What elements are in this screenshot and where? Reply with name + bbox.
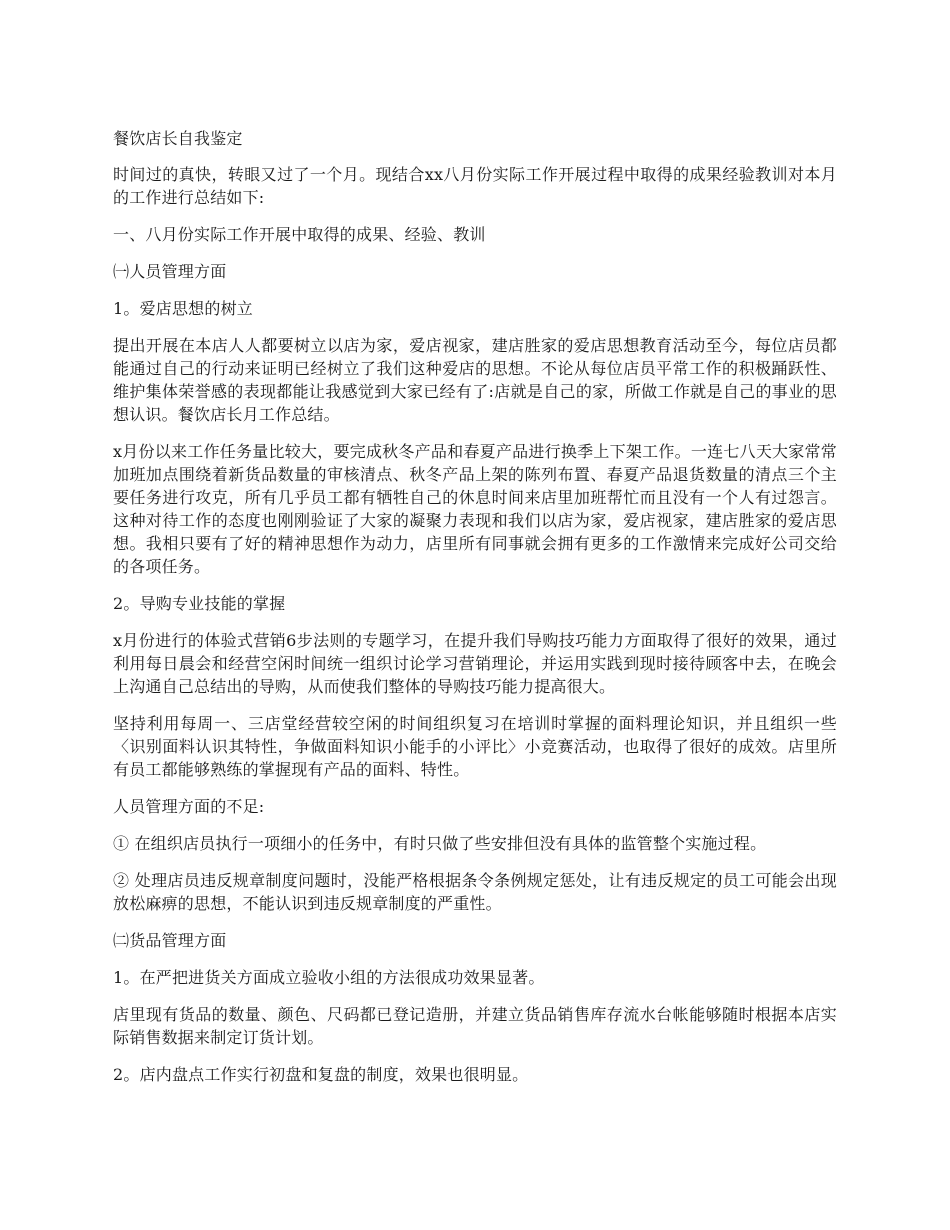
document-title: 餐饮店长自我鉴定 [113, 129, 243, 148]
item-heading: 2。导购专业技能的掌握 [113, 594, 286, 613]
subsection-heading: ㈠人员管理方面 [113, 262, 227, 281]
item-heading: 2。店内盘点工作实行初盘和复盘的制度，效果也很明显。 [113, 1065, 529, 1084]
body-paragraph: x月份以来工作任务量比较大，要完成秋冬产品和春夏产品进行换季上下架工作。一连七八天大家常常加班加点围绕着新货品数量的审核清点、秋冬产品上架的陈列布置、春夏产品退货数量的清点三个主要任务进行攻克，所有几乎员工都有牺牲自己的休息时间来店里加班帮忙而且没有一个人有过怨言。这种对待工作的态度也刚刚验证了大家的凝聚力表现和我们以店为家，爱店视家，建店胜家的爱店思想。我相只要有了好的精神思想作为动力，店里所有同事就会拥有更多的工作激情来完成好公司交给的各项任务。 [113, 442, 837, 576]
item-heading: 1。在严把进货关方面成立验收小组的方法很成功效果显著。 [113, 968, 545, 987]
shortcomings-heading: 人员管理方面的不足: [113, 797, 265, 816]
document-page [113, 127, 837, 1100]
shortcoming-item: ① 在组织店员执行一项细小的任务中，有时只做了些安排但没有具体的监管整个实施过程。 [113, 834, 767, 853]
intro-paragraph: 时间过的真快，转眼又过了一个月。现结合xx八月份实际工作开展过程中取得的成果经验教训对本月的工作进行总结如下: [113, 165, 837, 207]
body-paragraph: 提出开展在本店人人都要树立以店为家，爱店视家，建店胜家的爱店思想教育活动至今，每位店员都能通过自己的行动来证明已经树立了我们这种爱店的思想。不论从每位店员平常工作的积极踊跃性、维护集体荣誉感的表现都能让我感觉到大家已经有了:店就是自己的家，所做工作就是自己的事业的思想认识。餐饮店长月工作总结。 [113, 336, 837, 424]
body-paragraph: 店里现有货品的数量、颜色、尺码都已登记造册，并建立货品销售库存流水台帐能够随时根据本店实际销售数据来制定订货计划。 [113, 1005, 837, 1047]
shortcoming-item: ② 处理店员违反规章制度问题时，没能严格根据条令条例规定惩处，让有违反规定的员工可能会出现放松麻痹的思想，不能认识到违反规章制度的严重性。 [113, 871, 837, 913]
section-heading: 一、八月份实际工作开展中取得的成果、经验、教训 [113, 225, 486, 244]
body-paragraph: 坚持利用每周一、三店堂经营较空闲的时间组织复习在培训时掌握的面料理论知识，并且组织一些〈识别面料认识其特性，争做面料知识小能手的小评比〉小竞赛活动，也取得了很好的成效。店里所有员工都能够熟练的掌握现有产品的面料、特性。 [113, 714, 837, 779]
body-paragraph: x月份进行的体验式营销6步法则的专题学习，在提升我们导购技巧能力方面取得了很好的效果，通过利用每日晨会和经营空闲时间统一组织讨论学习营销理论，并运用实践到现时接待顾客中去，在晚会上沟通自己总结出的导购，从而使我们整体的导购技巧能力提高很大。 [113, 631, 837, 696]
subsection-heading: ㈡货品管理方面 [113, 931, 227, 950]
item-heading: 1。爱店思想的树立 [113, 299, 253, 318]
